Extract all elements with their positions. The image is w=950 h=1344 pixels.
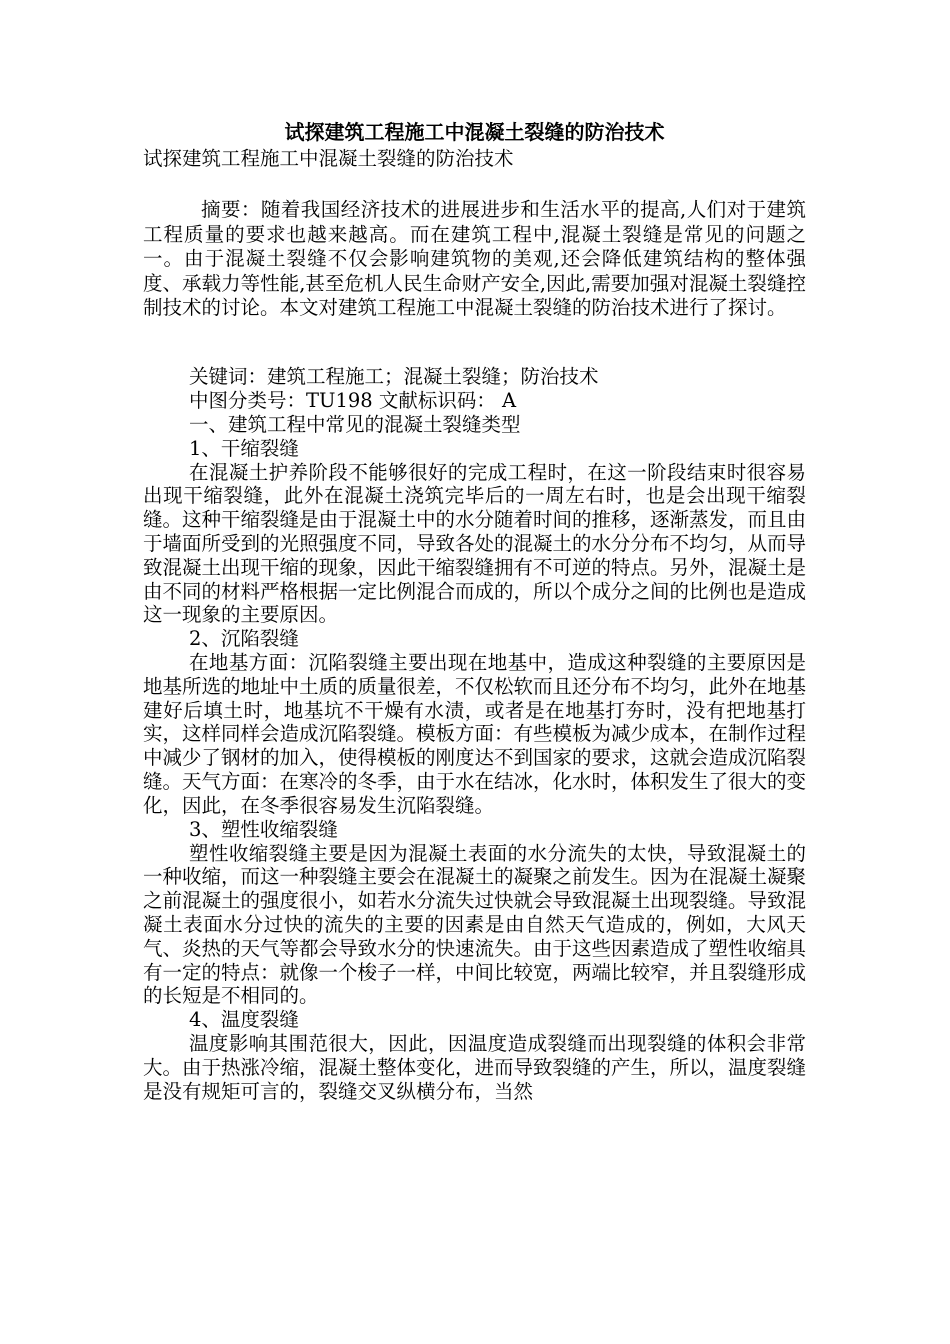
section-heading-1: 一、建筑工程中常见的混凝土裂缝类型: [189, 412, 521, 436]
subheading-plastic-shrinkage: 3、塑性收缩裂缝: [189, 817, 338, 841]
classification-line: 中图分类号：TU198 文献标识码： A: [189, 388, 517, 412]
body-section: [143, 365, 806, 1103]
abstract-paragraph: 摘要：随着我国经济技术的进展进步和生活水平的提高,人们对于建筑工程质量的要求也越来越高。而在建筑工程中,混凝土裂缝是常见的问题之一。由于混凝土裂缝不仅会影响建筑物的美观,还会降低建筑结构的整体强度、承载力等性能,甚至危机人民生命财产安全,因此,需要加强对混凝土裂缝控制技术的讨论。本文对建筑工程施工中混凝土裂缝的防治技术进行了探讨。: [143, 198, 806, 320]
paragraph-dry-shrinkage: 在混凝土护养阶段不能够很好的完成工程时，在这一阶段结束时很容易出现干缩裂缝，此外在混凝土浇筑完毕后的一周左右时，也是会出现干缩裂缝。这种干缩裂缝是由于混凝土中的水分随着时间的推移，逐渐蒸发，而且由于墙面所受到的光照强度不同，导致各处的混凝土的水分分布不均匀，从而导致混凝土出现干缩的现象，因此干缩裂缝拥有不可逆的特点。另外，混凝土是由不同的材料严格根据一定比例混合而成的，所以个成分之间的比例也是造成这一现象的主要原因。: [143, 460, 807, 627]
document-subtitle: 试探建筑工程施工中混凝土裂缝的防治技术: [143, 147, 514, 170]
subheading-settlement: 2、沉陷裂缝: [189, 627, 299, 651]
document-page: [143, 118, 806, 1103]
subheading-dry-shrinkage: 1、干缩裂缝: [189, 436, 299, 460]
keywords-line: 关键词：建筑工程施工；混凝土裂缝；防治技术: [189, 364, 599, 388]
document-title: 试探建筑工程施工中混凝土裂缝的防治技术: [284, 120, 665, 144]
subheading-temperature: 4、温度裂缝: [189, 1008, 299, 1032]
paragraph-settlement: 在地基方面：沉陷裂缝主要出现在地基中，造成这种裂缝的主要原因是地基所选的地址中土质的质量很差，不仅松软而且还分布不均匀，此外在地基建好后填土时，地基坑不干燥有水渍，或者是在地基打夯时，没有把地基打实，这样同样会造成沉陷裂缝。模板方面：有些模板为减少成本，在制作过程中减少了钢材的加入，使得模板的刚度达不到国家的要求，这就会造成沉陷裂缝。天气方面：在寒冷的冬季，由于水在结冰，化水时，体积发生了很大的变化，因此，在冬季很容易发生沉陷裂缝。: [143, 651, 807, 817]
paragraph-temperature: 温度影响其围范很大，因此，因温度造成裂缝而出现裂缝的体积会非常大。由于热涨冷缩，混凝土整体变化，进而导致裂缝的产生，所以，温度裂缝是没有规矩可言的，裂缝交叉纵横分布，当然: [143, 1032, 807, 1103]
paragraph-plastic-shrinkage: 塑性收缩裂缝主要是因为混凝土表面的水分流失的太快，导致混凝土的一种收缩，而这一种裂缝主要会在混凝土的凝聚之前发生。因为在混凝土凝聚之前混凝土的强度很小，如若水分流失过快就会导致混凝土出现裂缝。导致混凝土表面水分过快的流失的主要的因素是由自然天气造成的，例如，大风天气、炎热的天气等都会导致水分的快速流失。由于这些因素造成了塑性收缩具有一定的特点：就像一个梭子一样，中间比较宽，两端比较窄，并且裂缝形成的长短是不相同的。: [143, 841, 807, 1008]
